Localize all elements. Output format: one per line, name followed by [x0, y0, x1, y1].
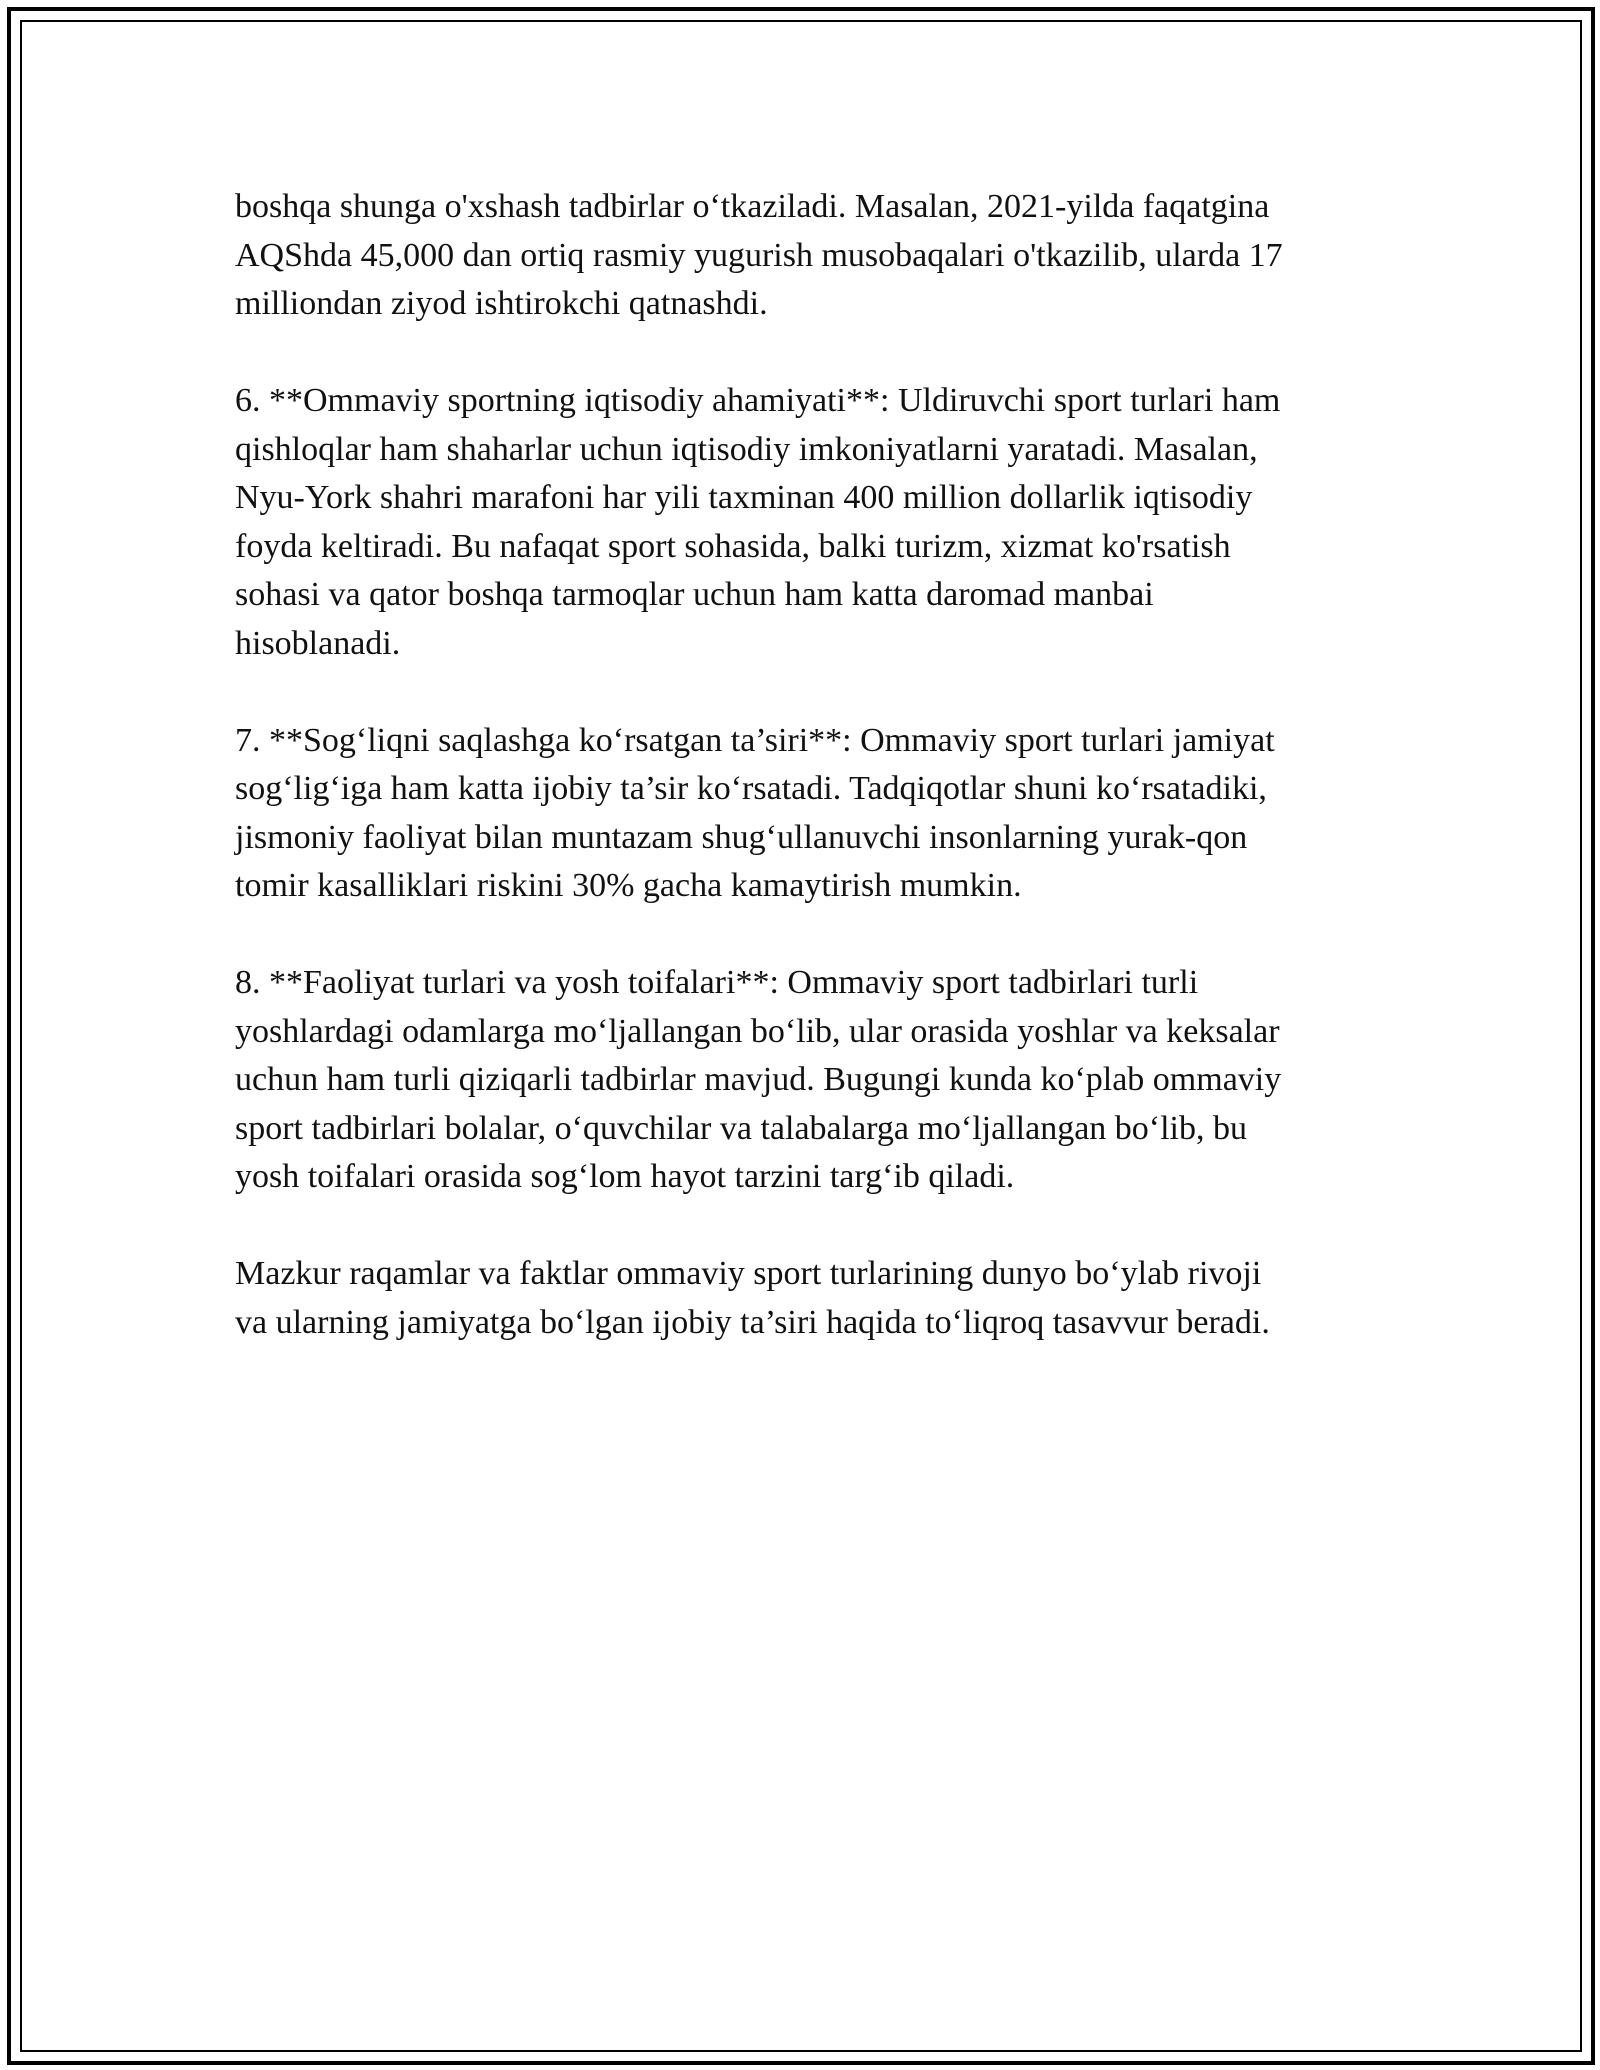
- document-body: [235, 183, 1405, 1396]
- paragraph-activity-age-groups: 8. **Faoliyat turlari va yosh toifalari**: Ommaviy sport tadbirlari turli yoshlardagi odamlarga mo‘ljallangan bo‘lib, ular orasida yoshlar va keksalar uchun ham turli qiziqarli tadbirlar mavjud. Bugungi kunda ko‘plab ommaviy sport tadbirlari bolalar, o‘quvchilar va talabalarga mo‘ljallangan bo‘lib, bu yosh toifalari orasida sog‘lom hayot tarzini targ‘ib qiladi.: [235, 964, 1282, 1195]
- paragraph-economic-importance: 6. **Ommaviy sportning iqtisodiy ahamiyati**: Uldiruvchi sport turlari ham qishloqlar ham shaharlar uchun iqtisodiy imkoniyatlarni yaratadi. Masalan, Nyu-York shahri marafoni har yili taxminan 400 million dollarlik iqtisodiy foyda keltiradi. Bu nafaqat sport sohasida, balki turizm, xizmat ko'rsatish sohasi va qator boshqa tarmoqlar uchun ham katta daromad manbai hisoblanadi.: [235, 382, 1281, 662]
- paragraph-health-impact: 7. **Sog‘liqni saqlashga ko‘rsatgan ta’siri**: Ommaviy sport turlari jamiyat sog‘lig‘iga ham katta ijobiy ta’sir ko‘rsatadi. Tadqiqotlar shuni ko‘rsatadiki, jismoniy faoliyat bilan muntazam shug‘ullanuvchi insonlarning yurak-qon tomir kasalliklari riskini 30% gacha kamaytirish mumkin.: [235, 721, 1275, 904]
- paragraph-conclusion: Mazkur raqamlar va faktlar ommaviy sport turlarining dunyo bo‘ylab rivoji va ularning jamiyatga bo‘lgan ijobiy ta’siri haqida to‘liqroq tasavvur beradi.: [235, 1255, 1270, 1341]
- paragraph-running-events: boshqa shunga o'xshash tadbirlar o‘tkaziladi. Masalan, 2021-yilda faqatgina AQShda 45,000 dan ortiq rasmiy yugurish musobaqalari o'tkazilib, ularda 17 milliondan ziyod ishtirokchi qatnashdi.: [235, 188, 1283, 322]
